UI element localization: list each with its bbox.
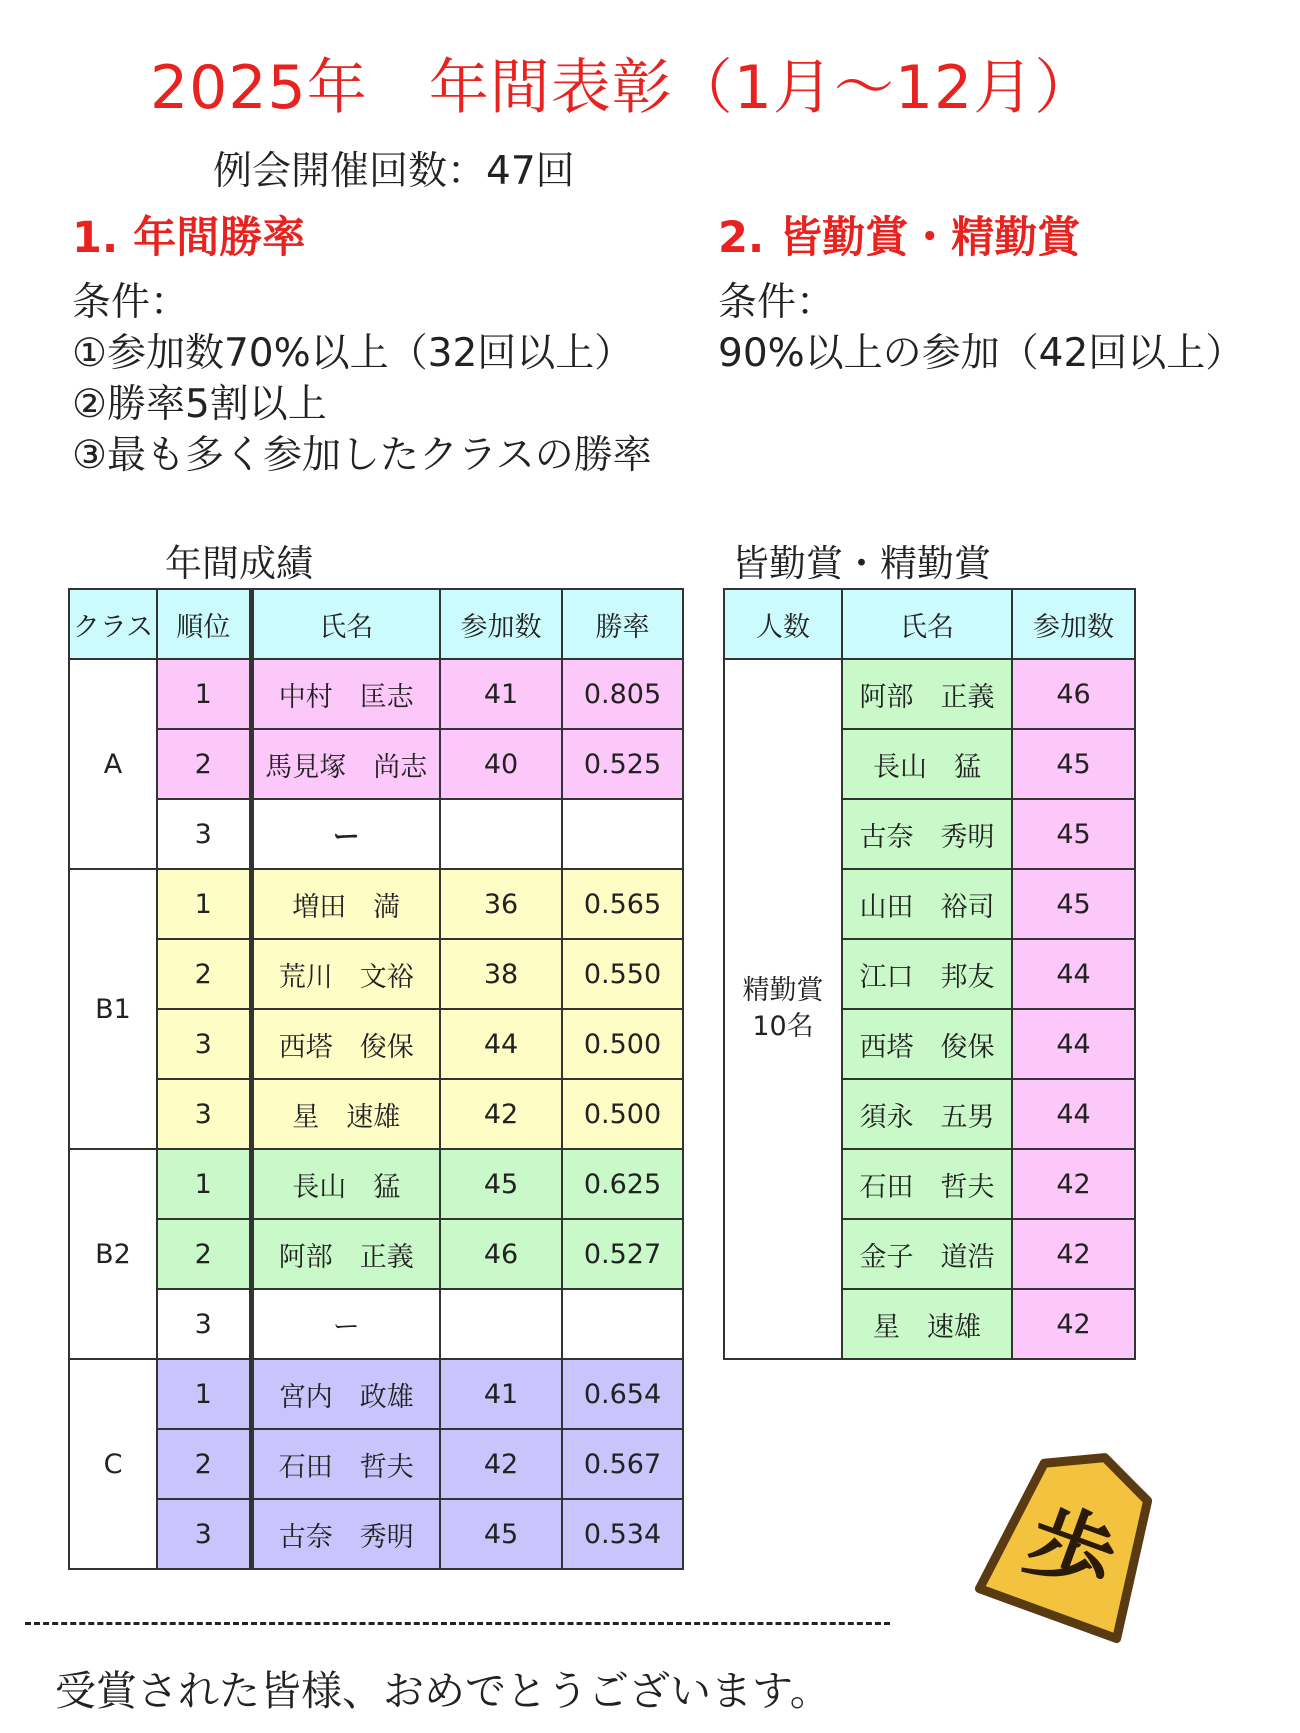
count-cell: 45 xyxy=(1012,729,1135,799)
table-row xyxy=(69,1359,683,1429)
table-header-row xyxy=(69,589,683,659)
dashed-divider xyxy=(25,1622,890,1625)
header-class: クラス xyxy=(69,589,157,659)
group-label: 精勤賞 10名 xyxy=(742,975,824,1042)
rank-cell: 3 xyxy=(157,799,251,869)
name-cell: ー xyxy=(251,1289,440,1359)
annual-results-table xyxy=(68,588,684,1570)
header-count: 参加数 xyxy=(1012,589,1135,659)
rank-cell: 3 xyxy=(157,1289,251,1359)
rate-cell: 0.567 xyxy=(562,1429,683,1499)
name-cell: 古奈 秀明 xyxy=(842,799,1012,869)
table-row xyxy=(69,1499,683,1569)
name-cell: 古奈 秀明 xyxy=(251,1499,440,1569)
count-cell: 45 xyxy=(440,1149,562,1219)
name-cell: 須永 五男 xyxy=(842,1079,1012,1149)
class-cell: B1 xyxy=(69,869,157,1149)
header-name: 氏名 xyxy=(842,589,1012,659)
annual-results-caption: 年間成績 xyxy=(165,542,313,585)
name-cell: 増田 満 xyxy=(251,869,440,939)
name-cell: 西塔 俊保 xyxy=(842,1009,1012,1079)
rank-cell: 3 xyxy=(157,1499,251,1569)
rank-cell: 2 xyxy=(157,1219,251,1289)
section1-conditions xyxy=(72,277,652,481)
header-people: 人数 xyxy=(724,589,842,659)
name-cell: 金子 道浩 xyxy=(842,1219,1012,1289)
table-row xyxy=(69,1219,683,1289)
shogi-fu-piece-icon xyxy=(968,1440,1178,1650)
rank-cell: 3 xyxy=(157,1009,251,1079)
table-row xyxy=(69,1149,683,1219)
condition-item: ①参加数70%以上（32回以上） xyxy=(72,331,634,376)
name-cell: 中村 匡志 xyxy=(251,659,440,729)
count-cell: 46 xyxy=(1012,659,1135,729)
count-cell: 38 xyxy=(440,939,562,1009)
header-name: 氏名 xyxy=(251,589,440,659)
rate-cell: 0.550 xyxy=(562,939,683,1009)
condition-item: ②勝率5割以上 xyxy=(72,382,327,427)
piece-glyph: 歩 xyxy=(1013,1488,1129,1613)
name-cell: 長山 猛 xyxy=(251,1149,440,1219)
name-cell: 西塔 俊保 xyxy=(251,1009,440,1079)
count-cell: 42 xyxy=(440,1079,562,1149)
name-cell: 馬見塚 尚志 xyxy=(251,729,440,799)
count-cell: 44 xyxy=(1012,1079,1135,1149)
count-cell: 44 xyxy=(1012,939,1135,1009)
count-cell: 41 xyxy=(440,659,562,729)
rate-cell: 0.500 xyxy=(562,1009,683,1079)
rate-cell: 0.805 xyxy=(562,659,683,729)
table-row xyxy=(69,869,683,939)
count-cell: 42 xyxy=(1012,1149,1135,1219)
section-annual-win-rate-heading: 1. 年間勝率 xyxy=(72,213,306,263)
rank-cell: 3 xyxy=(157,1079,251,1149)
section2-conditions xyxy=(718,277,1244,379)
table-row xyxy=(724,659,1135,729)
rank-cell: 2 xyxy=(157,729,251,799)
name-cell: 江口 邦友 xyxy=(842,939,1012,1009)
count-cell: 45 xyxy=(1012,799,1135,869)
condition-label: 条件： xyxy=(72,280,190,325)
name-cell: 石田 哲夫 xyxy=(251,1429,440,1499)
count-cell: 42 xyxy=(1012,1289,1135,1359)
rate-cell xyxy=(562,799,683,869)
rate-cell: 0.527 xyxy=(562,1219,683,1289)
count-cell: 41 xyxy=(440,1359,562,1429)
table-row xyxy=(69,1009,683,1079)
rank-cell: 1 xyxy=(157,659,251,729)
section-attendance-award-heading: 2. 皆勤賞・精勤賞 xyxy=(718,213,1081,263)
header-count: 参加数 xyxy=(440,589,562,659)
table-row xyxy=(69,1079,683,1149)
group-label-cell xyxy=(724,659,842,1359)
name-cell: 宮内 政雄 xyxy=(251,1359,440,1429)
name-cell: 阿部 正義 xyxy=(842,659,1012,729)
name-cell: 星 速雄 xyxy=(842,1289,1012,1359)
name-cell: ー xyxy=(251,799,440,869)
rate-cell: 0.500 xyxy=(562,1079,683,1149)
rank-cell: 1 xyxy=(157,869,251,939)
count-cell xyxy=(440,799,562,869)
rank-cell: 1 xyxy=(157,1359,251,1429)
table-row xyxy=(69,939,683,1009)
rank-cell: 1 xyxy=(157,1149,251,1219)
count-cell: 42 xyxy=(1012,1219,1135,1289)
count-cell: 45 xyxy=(1012,869,1135,939)
rate-cell: 0.525 xyxy=(562,729,683,799)
header-rank: 順位 xyxy=(157,589,251,659)
count-cell: 36 xyxy=(440,869,562,939)
name-cell: 長山 猛 xyxy=(842,729,1012,799)
table-header-row xyxy=(724,589,1135,659)
count-cell: 44 xyxy=(1012,1009,1135,1079)
rate-cell xyxy=(562,1289,683,1359)
rate-cell: 0.654 xyxy=(562,1359,683,1429)
table-row xyxy=(69,1289,683,1359)
rank-cell: 2 xyxy=(157,1429,251,1499)
page-title: 2025年 年間表彰（1月〜12月） xyxy=(150,53,1096,123)
count-cell: 46 xyxy=(440,1219,562,1289)
meeting-count: 例会開催回数：47回 xyxy=(213,149,575,194)
condition-label: 条件： xyxy=(718,280,836,325)
condition-item: 90%以上の参加（42回以上） xyxy=(718,331,1245,376)
rank-cell: 2 xyxy=(157,939,251,1009)
count-cell: 44 xyxy=(440,1009,562,1079)
count-cell: 42 xyxy=(440,1429,562,1499)
attendance-award-table xyxy=(723,588,1136,1360)
class-cell: B2 xyxy=(69,1149,157,1359)
congratulations-message: 受賞された皆様、おめでとうございます。 xyxy=(55,1667,831,1715)
count-cell: 40 xyxy=(440,729,562,799)
table-row xyxy=(69,1429,683,1499)
name-cell: 星 速雄 xyxy=(251,1079,440,1149)
name-cell: 阿部 正義 xyxy=(251,1219,440,1289)
class-cell: C xyxy=(69,1359,157,1569)
rate-cell: 0.565 xyxy=(562,869,683,939)
count-cell: 45 xyxy=(440,1499,562,1569)
name-cell: 荒川 文裕 xyxy=(251,939,440,1009)
name-cell: 石田 哲夫 xyxy=(842,1149,1012,1219)
header-rate: 勝率 xyxy=(562,589,683,659)
rate-cell: 0.534 xyxy=(562,1499,683,1569)
count-cell xyxy=(440,1289,562,1359)
attendance-award-caption: 皆勤賞・精勤賞 xyxy=(732,542,991,585)
class-cell: A xyxy=(69,659,157,869)
name-cell: 山田 裕司 xyxy=(842,869,1012,939)
condition-item: ③最も多く参加したクラスの勝率 xyxy=(72,433,652,478)
table-row xyxy=(69,799,683,869)
table-row xyxy=(69,659,683,729)
rate-cell: 0.625 xyxy=(562,1149,683,1219)
table-row xyxy=(69,729,683,799)
